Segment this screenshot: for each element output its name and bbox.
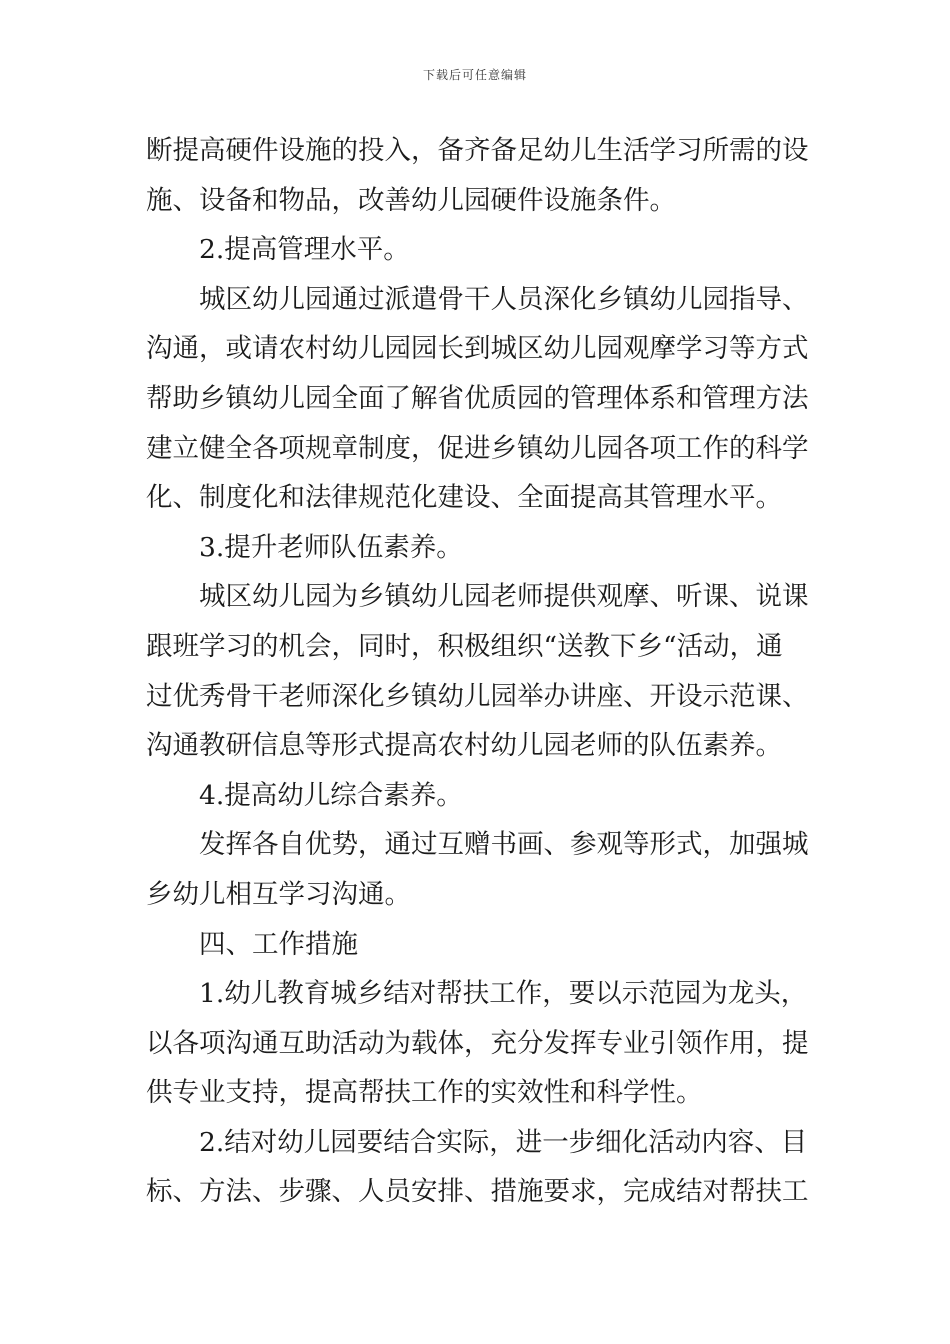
page-header: 下载后可任意编辑 (422, 68, 527, 82)
text-line: 城区幼儿园为乡镇幼儿园老师提供观摩、听课、说课 (199, 581, 809, 613)
text-line: 沟通教研信息等形式提高农村幼儿园老师的队伍素养。 (146, 730, 782, 762)
text-line: 跟班学习的机会，同时，积极组织“送教下乡“活动，通 (146, 630, 783, 662)
text-line: 建立健全各项规章制度，促进乡镇幼儿园各项工作的科学 (146, 432, 809, 464)
text-line: 发挥各自优势，通过互赠书画、参观等形式，加强城 (199, 829, 809, 861)
text-line: 沟通，或请农村幼儿园园长到城区幼儿园观摩学习等方式 (146, 333, 809, 365)
text-line: 断提高硬件设施的投入，备齐备足幼儿生活学习所需的设 (146, 135, 809, 166)
text-line: 2.结对幼儿园要结合实际，进一步细化活动内容、目 (199, 1126, 808, 1158)
text-line: 1.幼儿教育城乡结对帮扶工作，要以示范园为龙头， (199, 978, 808, 1010)
text-line: 乡幼儿相互学习沟通。 (146, 878, 411, 910)
text-line: 2.提高管理水平。 (199, 234, 410, 266)
text-line: 以各项沟通互助活动为载体，充分发挥专业引领作用，提 (146, 1027, 809, 1059)
text-line: 施、设备和物品，改善幼儿园硬件设施条件。 (146, 184, 676, 216)
text-line: 城区幼儿园通过派遣骨干人员深化乡镇幼儿园指导、 (199, 283, 809, 315)
text-line: 化、制度化和法律规范化建设、全面提高其管理水平。 (146, 482, 782, 514)
text-line: 过优秀骨干老师深化乡镇幼儿园举办讲座、开设示范课、 (146, 680, 809, 712)
text-line: 3.提升老师队伍素养。 (199, 531, 463, 563)
text-line: 4.提高幼儿综合素养。 (199, 779, 463, 811)
text-line: 帮助乡镇幼儿园全面了解省优质园的管理体系和管理方法 (146, 382, 809, 414)
text-line: 标、方法、步骤、人员安排、措施要求，完成结对帮扶工 (146, 1176, 809, 1208)
text-line: 供专业支持，提高帮扶工作的实效性和科学性。 (146, 1077, 703, 1109)
text-line: 四、工作措施 (199, 928, 358, 960)
document-body (146, 126, 810, 1217)
